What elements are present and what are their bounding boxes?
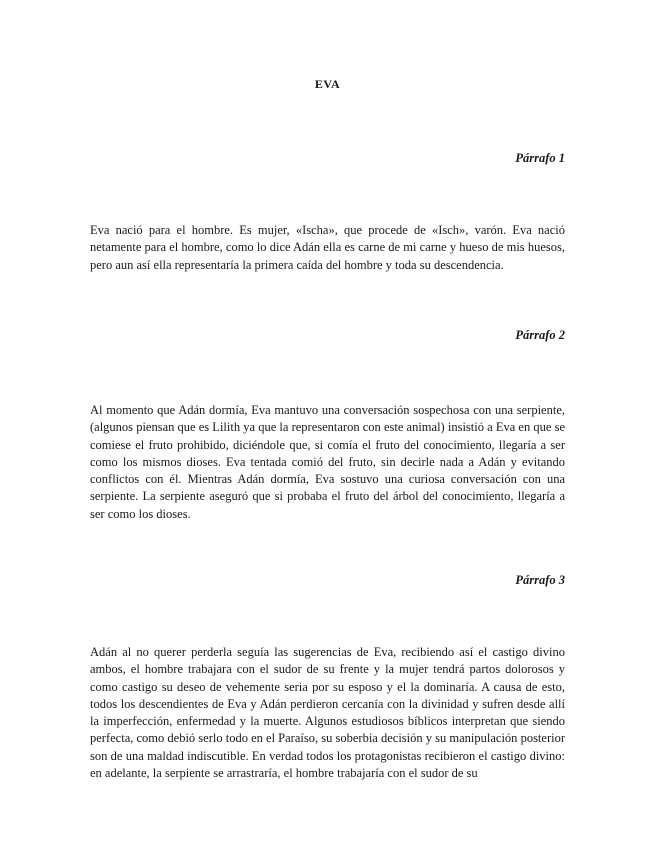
- section-heading-1: Párrafo 1: [515, 151, 565, 165]
- section-heading-2: Párrafo 2: [515, 328, 565, 342]
- document-title: EVA: [314, 77, 341, 91]
- section-heading-3: Párrafo 3: [515, 573, 565, 587]
- section-paragraph-3: Adán al no querer perderla seguía las sugerencias de Eva, recibiendo así el castigo divino ambos, el hombre trabajara con el sudor de su frente y la mujer tendrá partos dolorosos y como castigo su deseo de vehemente seria por su esposo y el la dominaría. A causa de esto, todos los descendientes de Eva y Adán perdieron cercanía con la divinidad y sufren desde allí la imperfección, enfermedad y la muerte. Algunos estudiosos bíblicos interpretan que siendo perfecta, como debió serlo todo en el Paraíso, su soberbia decisión y su manipulación posterior son de una maldad indiscutible. En verdad todos los protagonistas recibieron el castigo divino: en adelante, la serpiente se arrastraría, el hombre trabajaría con el sudor de su: [90, 645, 565, 781]
- section-paragraph-2: Al momento que Adán dormía, Eva mantuvo una conversación sospechosa con una serpiente, (algunos piensan que es Lilith ya que la representaron con este animal) insistió a Eva en que se comiese el fruto prohibido, diciéndole que, si comía el fruto del conocimiento, llegaría a ser como los mismos dioses. Eva tentada comió del fruto, sin decirle nada a Adán y evitando conflictos con él. Mientras Adán dormía, Eva sostuvo una curiosa conversación con una serpiente. La serpiente aseguró que si probaba el fruto del árbol del conocimiento, llegaría a ser como los dioses.: [90, 403, 565, 521]
- section-paragraph-1: Eva nació para el hombre. Es mujer, «Ischa», que procede de «Isch», varón. Eva nació netamente para el hombre, como lo dice Adán ella es carne de mi carne y hueso de mis huesos, pero aun así ella representaría la primera caída del hombre y toda su descendencia.: [90, 223, 565, 272]
